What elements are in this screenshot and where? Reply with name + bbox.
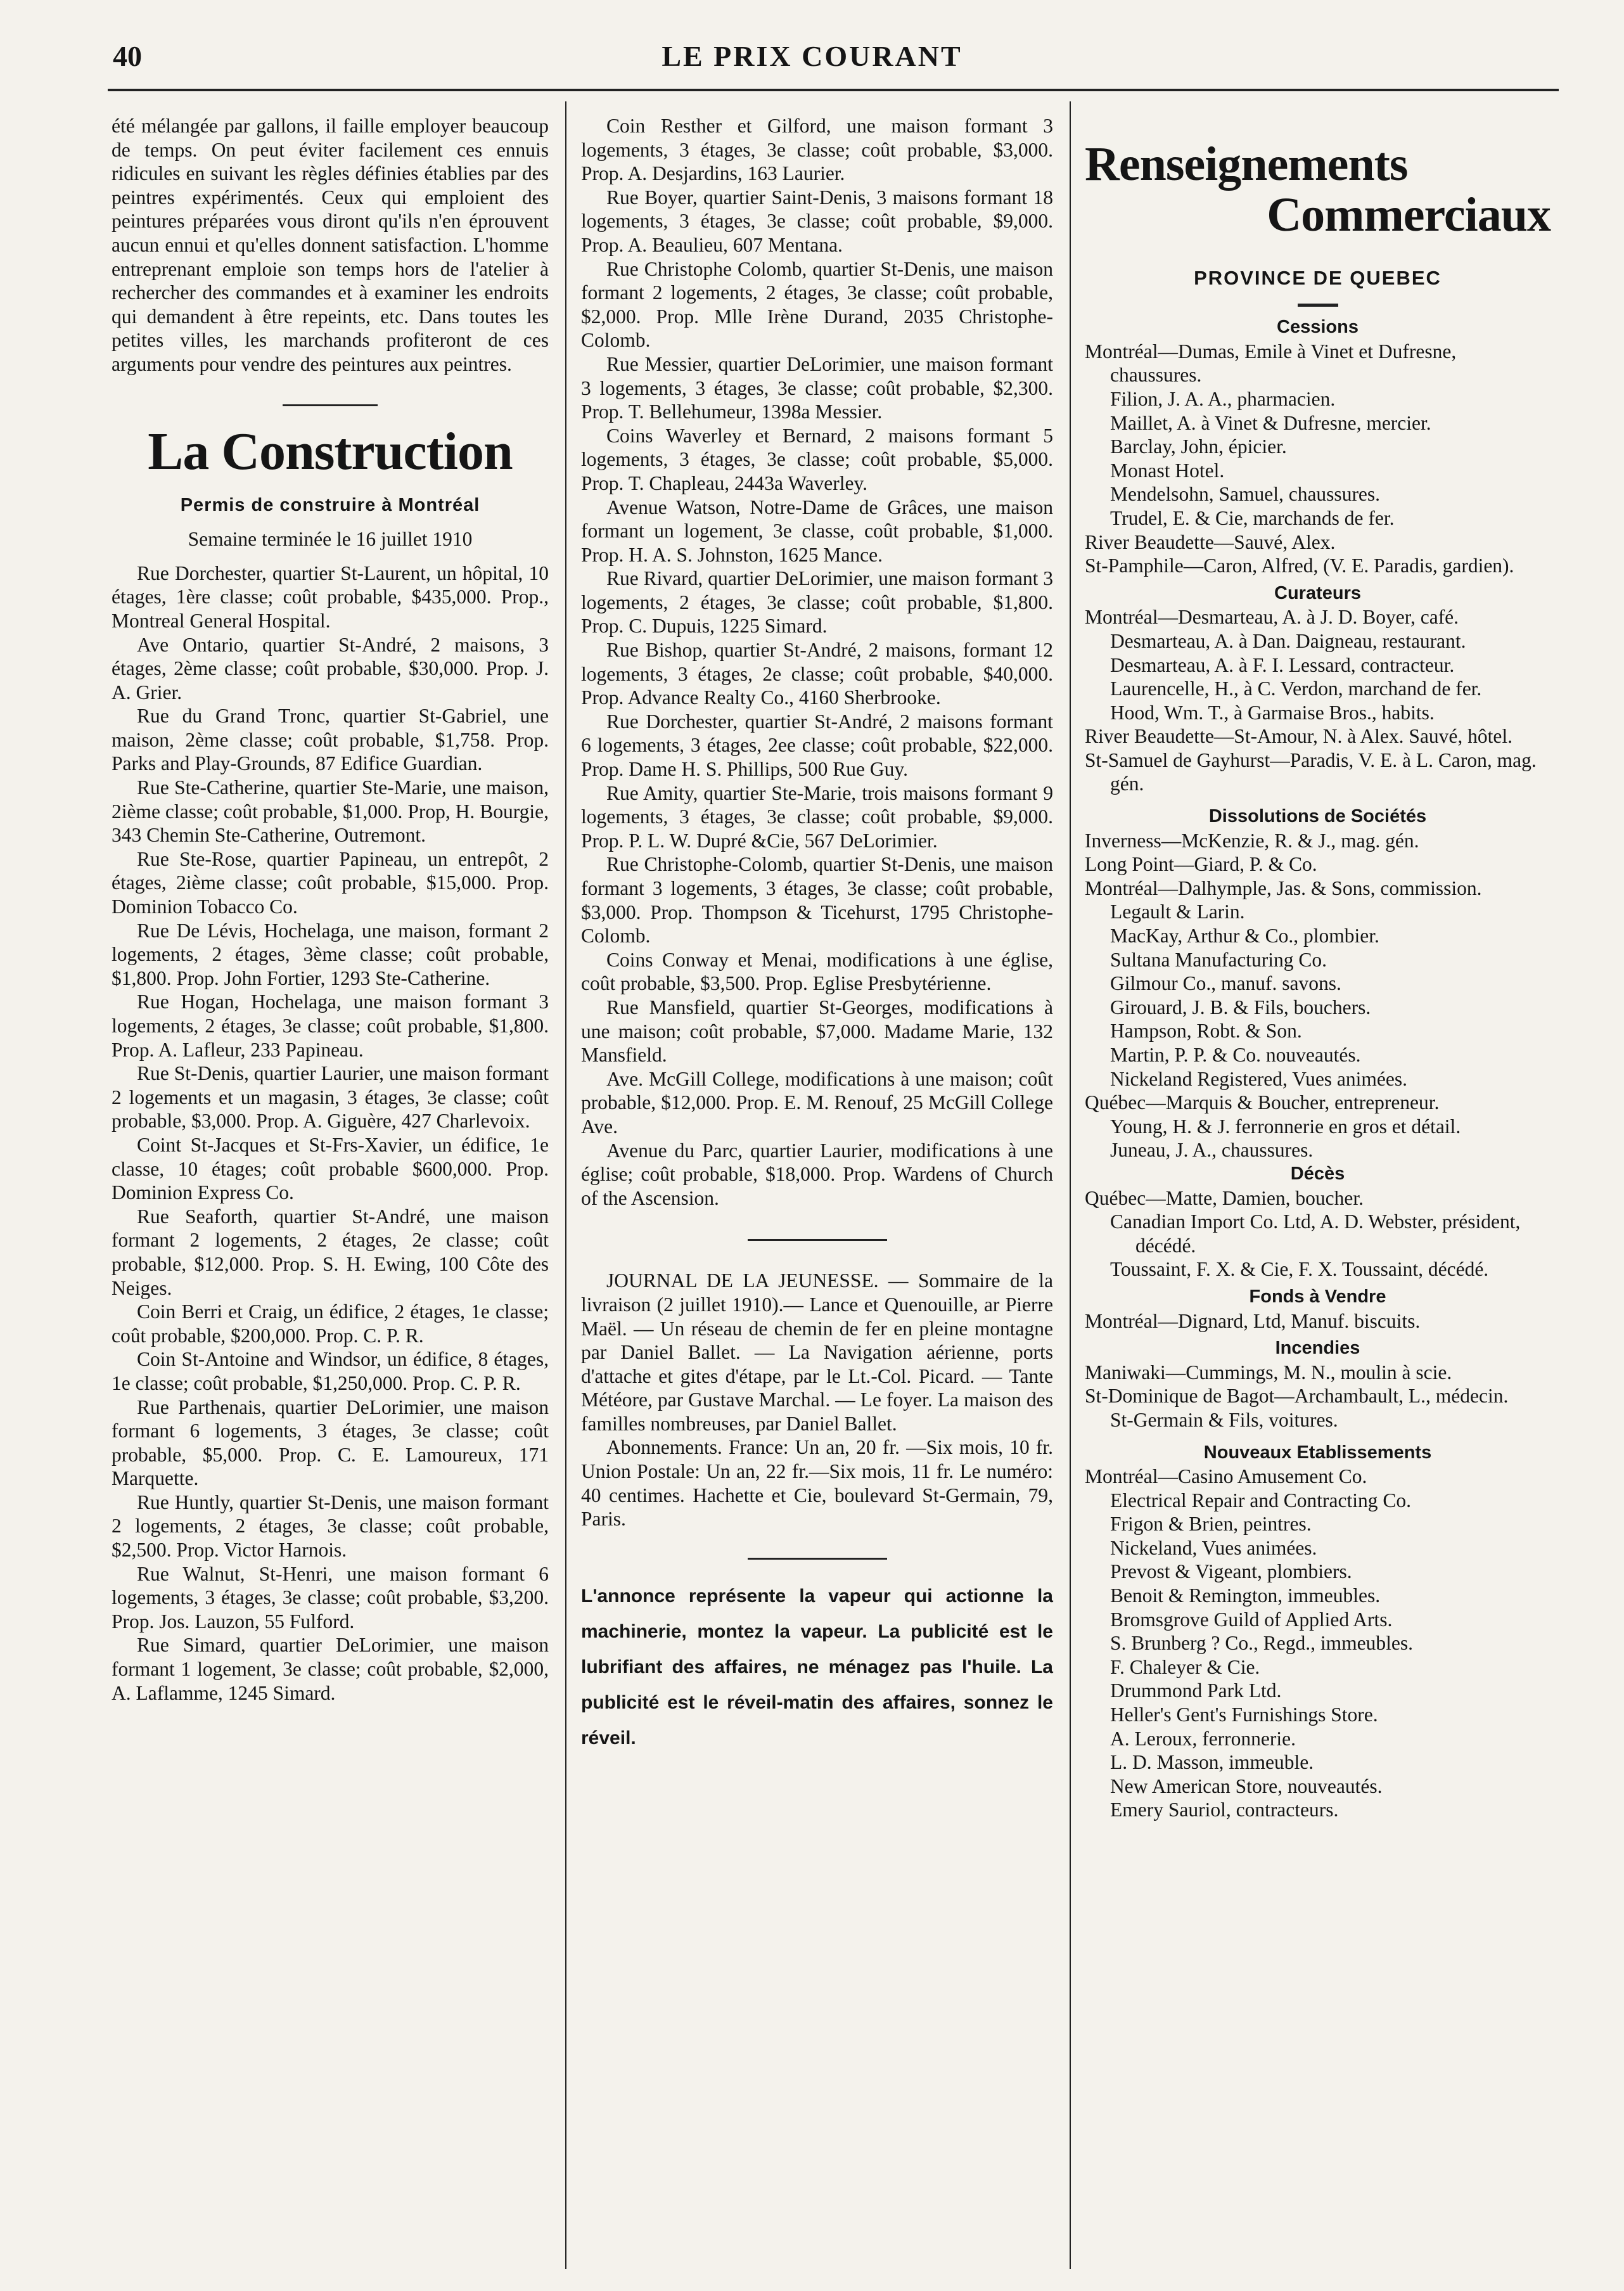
nouveaux-subentry: A. Leroux, ferronnerie. — [1110, 1727, 1296, 1750]
deces-sublist — [1085, 1210, 1550, 1281]
permit-entry: Avenue Watson, Notre-Dame de Grâces, une maison formant un logement, 3e classe, coût probable, $1,000. Prop. H. A. S. Johnston, 1625 Mance. — [581, 496, 1053, 566]
permit-entry: Rue Dorchester, quartier St-André, 2 maisons formant 6 logements, 3 étages, 2ee classe; coût probable, $22,000. Prop. Dame H. S. Phillips, 500 Rue Guy. — [581, 710, 1053, 781]
permit-entry: Rue St-Denis, quartier Laurier, une maison formant 2 logements et un magasin, 3 étages, 3e classe; coût probable, $3,000. Prop. A. Giguère, 427 Charlevoix. — [112, 1062, 549, 1133]
curateur-entry: Montréal—Desmarteau, A. à J. D. Boyer, café. — [1085, 606, 1459, 629]
permit-entry: Rue Walnut, St-Henri, une maison formant 6 logements, 3 étages, 3e classe; coût probable, $3,200. Prop. Jos. Lauzon, 55 Fulford. — [112, 1562, 549, 1633]
week-line: Semaine terminée le 16 juillet 1910 — [188, 528, 473, 551]
cession-sublist — [1085, 387, 1550, 530]
permit-entry: Rue Messier, quartier DeLorimier, une maison formant 3 logements, 3 étages, 3e classe; coût probable, $2,300. Prop. T. Bellehumeur, 1398a Messier. — [581, 352, 1053, 423]
permit-entry: Rue Parthenais, quartier DeLorimier, une maison formant 6 logements, 3 étages, 3e classe; coût probable, $5,000. Prop. C. E. Lamoureux, 171 Marquette. — [112, 1396, 549, 1490]
permit-entry: Rue De Lévis, Hochelaga, une maison, formant 2 logements, 2 étages, 3ème classe; coût probable, $1,800. Prop. John Fortier, 1293 Ste-Catherine. — [112, 919, 549, 989]
permit-entry: Coin Resther et Gilford, une maison formant 3 logements, 3 étages, 3e classe; coût probable, $3,000. Prop. A. Desjardins, 163 Laurier. — [581, 115, 1053, 185]
curateur-entry: St-Samuel de Gayhurst—Paradis, V. E. à L. Caron, mag. gén. — [1085, 748, 1537, 795]
dissolution-subentry: Hampson, Robt. & Son. — [1110, 1020, 1302, 1043]
section-separator — [748, 1558, 887, 1560]
nouveaux-subentry: L. D. Masson, immeuble. — [1110, 1751, 1314, 1774]
title-line-1: Renseignements — [1085, 138, 1408, 191]
column-divider-right — [1070, 101, 1071, 2269]
cession-subentry: Trudel, E. & Cie, marchands de fer. — [1110, 506, 1395, 529]
dissolution-subentry: Legault & Larin. — [1110, 901, 1245, 923]
deces-subentry: Toussaint, F. X. & Cie, F. X. Toussaint, décédé. — [1110, 1258, 1489, 1281]
permit-entry: Coin St-Antoine and Windsor, un édifice, 8 étages, 1e classe; coût probable, $1,250,000. Prop. C. P. R. — [112, 1348, 549, 1394]
nouveaux-subentry: Frigon & Brien, peintres. — [1110, 1513, 1312, 1536]
dissolution-subentry: Martin, P. P. & Co. nouveautés. — [1110, 1044, 1361, 1066]
permit-entry: Rue Rivard, quartier DeLorimier, une maison formant 3 logements, 2 étages, 3e classe; coût probable, $1,800. Prop. C. Dupuis, 1225 Simard. — [581, 567, 1053, 638]
cession-subentry: Filion, J. A. A., pharmacien. — [1110, 387, 1336, 410]
permit-entry: Rue Bishop, quartier St-André, 2 maisons, formant 12 logements, 3 étages, 2e classe; coût probable, $40,000. Prop. Advance Realty Co., 4160 Sherbrooke. — [581, 639, 1053, 709]
dissolution-sublist — [1085, 1115, 1550, 1162]
incendie-entry: St-Dominique de Bagot—Archambault, L., médecin. — [1085, 1385, 1509, 1408]
fonds-entry: Montréal—Dignard, Ltd, Manuf. biscuits. — [1085, 1309, 1421, 1332]
curateur-subentry: Desmarteau, A. à Dan. Daigneau, restaurant. — [1110, 629, 1466, 652]
dissolution-entry: Long Point—Giard, P. & Co. — [1085, 853, 1317, 876]
column-left — [112, 114, 549, 1705]
permit-entry: Rue Christophe Colomb, quartier St-Denis, une maison formant 2 logements, 2 étages, 3e classe; coût probable, $2,000. Prop. Mlle Irène Durand, 2035 Christophe-Colomb. — [581, 257, 1053, 352]
cession-entry: Montréal—Dumas, Emile à Vinet et Dufresne, chaussures. — [1085, 340, 1457, 387]
curateur-subentry: Laurencelle, H., à C. Verdon, marchand de fer. — [1110, 677, 1482, 700]
permit-entry: Coin Berri et Craig, un édifice, 2 étages, 1e classe; coût probable, $200,000. Prop. C. P. R. — [112, 1300, 549, 1347]
journal-note: JOURNAL DE LA JEUNESSE. — Sommaire de la livraison (2 juillet 1910).— Lance et Quenouille, ar Pierre Maël. — Un réseau de chemin de fer en pleine montagne par Daniel Ballet. — La Navigation aérienne, ports d'attache et gites d'étape, par le Lt.-Col. Picard. — Tante Météore, par Gustave Marchal. — Le foyer. La maison des familles nombreuses, par Daniel Ballet. — [581, 1269, 1053, 1435]
permit-entry: Rue Huntly, quartier St-Denis, une maison formant 2 logements, 2 étages, 3e classe; coût probable, $2,500. Prop. Victor Harnois. — [112, 1491, 549, 1562]
nouveaux-subentry: S. Brunberg ? Co., Regd., immeubles. — [1110, 1632, 1414, 1655]
deces-heading: Décès — [1290, 1163, 1345, 1184]
section-separator — [748, 1239, 887, 1241]
permit-entry: Rue Ste-Rose, quartier Papineau, un entrepôt, 2 étages, 2ième classe; coût probable, $15,000. Prop. Dominion Tobacco Co. — [112, 847, 549, 918]
nouveaux-subentry: Emery Sauriol, contracteurs. — [1110, 1799, 1339, 1821]
province-heading: PROVINCE DE QUEBEC — [1194, 266, 1442, 289]
paint-article-text: été mélangée par gallons, il faille employer beaucoup de temps. On peut éviter facilement ces ennuis ridicules en suivant les règles définies établies par des peintres expérimentés. Ceux qui emploient des peintures préparées vous diront qu'ils n'en éprouvent aucun ennui et qu'elles donnent satisfaction. L'homme entreprenant emploie son temps hors de l'atelier à rechercher des commandes et à examiner les endroits qui demandent à être repeints, etc. Dans toutes les petites villes, les marchands profiteront de ces arguments pour vendre des peintures aux peintres. — [112, 115, 549, 375]
section-separator — [1298, 304, 1338, 307]
cession-subentry: Monast Hotel. — [1110, 459, 1225, 482]
nouveaux-subentry: Benoit & Remington, immeubles. — [1110, 1584, 1381, 1607]
construction-heading: La Construction — [148, 421, 513, 481]
nouveaux-subentry: F. Chaleyer & Cie. — [1110, 1655, 1260, 1678]
nouveaux-heading: Nouveaux Etablissements — [1203, 1442, 1432, 1463]
permit-entry: Rue Mansfield, quartier St-Georges, modifications à une maison; coût probable, $7,000. Madame Marie, 132 Mansfield. — [581, 996, 1053, 1067]
permit-entry: Rue Dorchester, quartier St-Laurent, un hôpital, 10 étages, 1ère classe; coût probable, $435,000. Prop., Montreal General Hospital. — [112, 562, 549, 632]
nouveaux-subentry: New American Store, nouveautés. — [1110, 1774, 1383, 1797]
permit-entry: Coins Conway et Menai, modifications à une église, coût probable, $3,500. Prop. Eglise Presbytérienne. — [581, 948, 1053, 995]
dissolutions-heading: Dissolutions de Sociétés — [1208, 806, 1427, 827]
deces-entry: Québec—Matte, Damien, boucher. — [1085, 1186, 1364, 1209]
dissolution-subentry: Juneau, J. A., chaussures. — [1110, 1139, 1314, 1162]
curateurs-heading: Curateurs — [1274, 582, 1361, 603]
permit-entry: Coint St-Jacques et St-Frs-Xavier, un édifice, 1e classe, 10 étages; coût probable $600,000. Prop. Dominion Express Co. — [112, 1133, 549, 1204]
dissolution-entry: Montréal—Dalhymple, Jas. & Sons, commission. — [1085, 876, 1482, 899]
permit-entry: Ave Ontario, quartier St-André, 2 maisons, 3 étages, 2ème classe; coût probable, $30,000. Prop. J. A. Grier. — [112, 633, 549, 703]
nouveaux-subentry: Drummond Park Ltd. — [1110, 1679, 1282, 1702]
advertising-slogan: L'annonce représente la vapeur qui actionne la machinerie, montez la vapeur. La publicité est le lubrifiant des affaires, ne ménagez pas l'huile. La publicité est le réveil-matin des affaires, sonnez le réveil. — [581, 1585, 1053, 1749]
permit-entry: Rue Christophe-Colomb, quartier St-Denis, une maison formant 3 logements, 3 étages, 3e classe; coût probable, $3,000. Prop. Thompson & Ticehurst, 1795 Christophe-Colomb. — [581, 853, 1053, 947]
subscription-note: Abonnements. France: Un an, 20 fr. —Six mois, 10 fr. Union Postale: Un an, 22 fr.—Six mois, 11 fr. Le numéro: 40 centimes. Hachette et Cie, boulevard St-Germain, 79, Paris. — [581, 1436, 1053, 1531]
permit-entry: Rue Hogan, Hochelaga, une maison formant 3 logements, 2 étages, 3e classe; coût probable, $1,800. Prop. A. Lafleur, 233 Papineau. — [112, 991, 549, 1061]
permits-subheading: Permis de construire à Montréal — [180, 494, 480, 515]
section-separator — [283, 404, 378, 406]
cession-subentry: Barclay, John, épicier. — [1110, 435, 1287, 458]
cession-subentry: Mendelsohn, Samuel, chaussures. — [1110, 483, 1381, 506]
deces-subentry: Canadian Import Co. Ltd, A. D. Webster, président, décédé. — [1110, 1210, 1521, 1257]
nouveaux-subentry: Heller's Gent's Furnishings Store. — [1110, 1704, 1378, 1726]
dissolution-sublist — [1085, 900, 1550, 1091]
fonds-heading: Fonds à Vendre — [1249, 1286, 1386, 1307]
curateur-sublist — [1085, 629, 1550, 724]
running-title: LE PRIX COURANT — [662, 40, 962, 72]
dissolution-entry: Québec—Marquis & Boucher, entrepreneur. — [1085, 1091, 1440, 1114]
cessions-heading: Cessions — [1277, 317, 1359, 338]
nouveaux-sublist — [1085, 1489, 1550, 1822]
commercial-news-title — [1085, 139, 1550, 241]
cession-subentry: Maillet, A. à Vinet & Dufresne, mercier. — [1110, 411, 1431, 434]
dissolution-entry: Inverness—McKenzie, R. & J., mag. gén. — [1085, 829, 1419, 852]
dissolution-subentry: MacKay, Arthur & Co., plombier. — [1110, 925, 1379, 947]
dissolution-subentry: Sultana Manufacturing Co. — [1110, 948, 1327, 971]
page-header — [0, 39, 1624, 84]
incendie-entry: Maniwaki—Cummings, M. N., moulin à scie. — [1085, 1361, 1452, 1383]
permit-entry: Rue Simard, quartier DeLorimier, une maison formant 1 logement, 3e classe; coût probable, $2,000, A. Laflamme, 1245 Simard. — [112, 1634, 549, 1704]
permit-entry: Avenue du Parc, quartier Laurier, modifications à une église; coût probable, $18,000. Prop. Wardens of Church of the Ascension. — [581, 1139, 1053, 1209]
column-right — [1085, 114, 1550, 1822]
nouveaux-subentry: Bromsgrove Guild of Applied Arts. — [1110, 1608, 1393, 1631]
nouveaux-subentry: Prevost & Vigeant, plombiers. — [1110, 1560, 1352, 1583]
incendies-heading: Incendies — [1275, 1338, 1360, 1359]
curateur-entry: River Beaudette—St-Amour, N. à Alex. Sauvé, hôtel. — [1085, 725, 1512, 748]
permit-entry: Rue du Grand Tronc, quartier St-Gabriel, une maison, 2ème classe; coût probable, $1,758. Prop. Parks and Play-Grounds, 87 Edifice Guardian. — [112, 705, 549, 775]
nouveaux-entry: Montréal—Casino Amusement Co. — [1085, 1465, 1367, 1488]
column-divider-left — [565, 101, 566, 2269]
permit-entry: Ave. McGill College, modifications à une maison; coût probable, $12,000. Prop. E. M. Renouf, 25 McGill College Ave. — [581, 1067, 1053, 1138]
header-rule — [108, 89, 1559, 91]
nouveaux-subentry: Nickeland, Vues animées. — [1110, 1536, 1317, 1559]
page-number: 40 — [113, 40, 142, 72]
cession-entry: River Beaudette—Sauvé, Alex. — [1085, 530, 1336, 553]
curateur-subentry: Hood, Wm. T., à Garmaise Bros., habits. — [1110, 701, 1435, 724]
incendie-subentry: St-Germain & Fils, voitures. — [1110, 1408, 1338, 1431]
permit-entry: Rue Ste-Catherine, quartier Ste-Marie, une maison, 2ième classe; coût probable, $1,000. Prop, H. Bourgie, 343 Chemin Ste-Catherine, Outremont. — [112, 776, 549, 847]
permit-entry: Rue Boyer, quartier Saint-Denis, 3 maisons formant 18 logements, 3 étages, 3e classe; coût probable, $9,000. Prop. A. Beaulieu, 607 Mentana. — [581, 186, 1053, 256]
title-line-2: Commerciaux — [1267, 188, 1550, 241]
permit-entry: Coins Waverley et Bernard, 2 maisons formant 5 logements, 3 étages, 3e classe; coût probable, $5,000. Prop. T. Chapleau, 2443a Waverley. — [581, 424, 1053, 494]
cession-entry: St-Pamphile—Caron, Alfred, (V. E. Paradis, gardien). — [1085, 555, 1514, 577]
permit-entry: Rue Seaforth, quartier St-André, une maison formant 2 logements, 2 étages, 2e classe; coût probable, $12,000. Prop. S. H. Ewing, 100 Côte des Neiges. — [112, 1205, 549, 1299]
curateur-subentry: Desmarteau, A. à F. I. Lessard, contracteur. — [1110, 653, 1455, 676]
dissolution-subentry: Young, H. & J. ferronnerie en gros et détail. — [1110, 1115, 1461, 1138]
dissolution-subentry: Girouard, J. B. & Fils, bouchers. — [1110, 996, 1371, 1018]
incendie-sublist — [1085, 1408, 1550, 1432]
dissolution-subentry: Gilmour Co., manuf. savons. — [1110, 972, 1341, 995]
nouveaux-subentry: Electrical Repair and Contracting Co. — [1110, 1489, 1411, 1511]
dissolution-subentry: Nickeland Registered, Vues animées. — [1110, 1067, 1408, 1090]
column-middle — [581, 114, 1053, 1756]
permit-entry: Rue Amity, quartier Ste-Marie, trois maisons formant 9 logements, 3 étages, 3e classe; coût probable, $9,000. Prop. P. L. W. Dupré &Cie, 567 DeLorimier. — [581, 781, 1053, 852]
